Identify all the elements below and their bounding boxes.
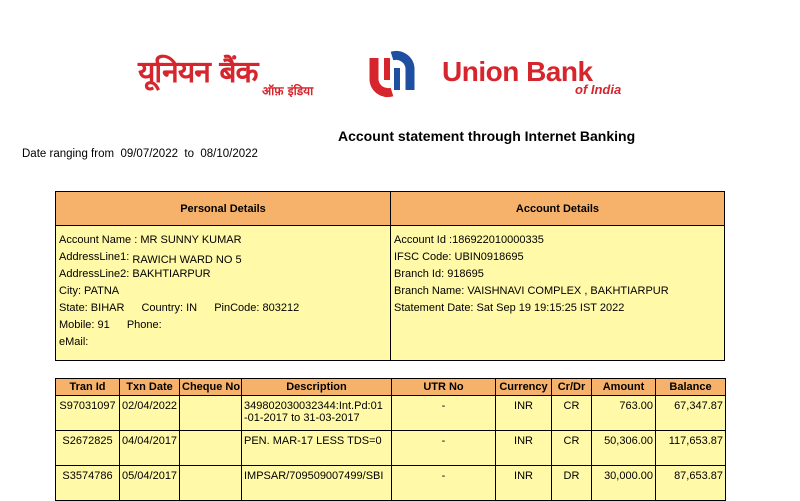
date-range (22, 148, 258, 160)
bank-name: Union Bank (442, 56, 593, 87)
balance: 117,653.87 (656, 431, 726, 466)
statement-title: Account statement through Internet Banking (338, 128, 636, 144)
utr-no: - (392, 396, 496, 431)
table-header-row (56, 379, 726, 396)
currency: INR (496, 396, 552, 431)
personal-details (56, 226, 391, 360)
account-details (391, 226, 724, 360)
col-amount: Amount (592, 379, 656, 396)
txn-date: 02/04/2022 (120, 396, 180, 431)
details-box (55, 191, 725, 361)
description-line-2: -01-2017 to 31-03-2017 (244, 412, 360, 424)
col-cr-dr: Cr/Dr (552, 379, 592, 396)
utr-no: - (392, 431, 496, 466)
col-tran-id: Tran Id (56, 379, 120, 396)
col-cheque-no: Cheque No (180, 379, 242, 396)
account-details-header: Account Details (391, 192, 724, 226)
description-line-1: IMPSAR/709509007499/SBI (244, 470, 384, 482)
cr-dr: DR (552, 466, 592, 501)
date-range-prefix: Date ranging from (22, 148, 115, 160)
description-line-1: 349802030032344:Int.Pd:01 (244, 400, 383, 412)
bank-subname-hindi: ऑफ़ इंडिया (262, 84, 314, 98)
col-txn-date: Txn Date (120, 379, 180, 396)
table-row (56, 396, 726, 431)
date-to: 08/10/2022 (200, 148, 258, 160)
bank-name-hindi: यूनियन बैंक (138, 55, 258, 90)
col-utr-no: UTR No (392, 379, 496, 396)
amount: 763.00 (592, 396, 656, 431)
branch-name: Branch Name: VAISHNAVI COMPLEX , BAKHTIARPUR (394, 285, 669, 297)
mobile: Mobile: 91 (59, 319, 110, 331)
amount: 30,000.00 (592, 466, 656, 501)
description (242, 431, 392, 466)
address-line-1 (59, 249, 387, 266)
cheque-no (180, 466, 242, 501)
logo-red-bar (384, 58, 390, 80)
txn-date: 04/04/2017 (120, 431, 180, 466)
balance: 67,347.87 (656, 396, 726, 431)
city: City: PATNA (59, 285, 120, 297)
table-row (56, 466, 726, 501)
txn-date: 05/04/2017 (120, 466, 180, 501)
balance: 87,653.87 (656, 466, 726, 501)
table-row (56, 431, 726, 466)
email: eMail: (59, 336, 89, 348)
country: Country: IN (141, 302, 198, 314)
description-line-1: PEN. MAR-17 LESS TDS=0 (244, 435, 382, 447)
description (242, 396, 392, 431)
col-currency: Currency (496, 379, 552, 396)
cheque-no (180, 431, 242, 466)
tran-id: S2672825 (56, 431, 120, 466)
address-line-2: AddressLine2: BAKHTIARPUR (59, 268, 211, 280)
personal-details-header: Personal Details (56, 192, 391, 226)
pincode: PinCode: 803212 (214, 302, 300, 314)
state-country-pincode (59, 300, 387, 317)
branch-id: Branch Id: 918695 (394, 268, 484, 280)
union-bank-logo-icon (352, 50, 432, 98)
bank-subname: of India (575, 82, 622, 97)
mobile-phone (59, 317, 387, 334)
currency: INR (496, 431, 552, 466)
address-line-1-value: RAWICH WARD NO 5 (132, 254, 242, 266)
cr-dr: CR (552, 396, 592, 431)
date-from: 09/07/2022 (120, 148, 178, 160)
description (242, 466, 392, 501)
utr-no: - (392, 466, 496, 501)
phone: Phone: (126, 319, 162, 331)
col-balance: Balance (656, 379, 726, 396)
address-line-1-label: AddressLine1: (59, 251, 130, 263)
ifsc-code: IFSC Code: UBIN0918695 (394, 251, 524, 263)
logo-blue-bar (394, 68, 400, 90)
tran-id: S3574786 (56, 466, 120, 501)
cr-dr: CR (552, 431, 592, 466)
account-id: Account Id :186922010000335 (394, 234, 544, 246)
date-to-label: to (184, 148, 194, 160)
cheque-no (180, 396, 242, 431)
tran-id: S97031097 (56, 396, 120, 431)
col-description: Description (242, 379, 392, 396)
account-name: Account Name : MR SUNNY KUMAR (59, 234, 242, 246)
amount: 50,306.00 (592, 431, 656, 466)
state: State: BIHAR (59, 302, 125, 314)
currency: INR (496, 466, 552, 501)
statement-date: Statement Date: Sat Sep 19 19:15:25 IST 2022 (394, 302, 625, 314)
